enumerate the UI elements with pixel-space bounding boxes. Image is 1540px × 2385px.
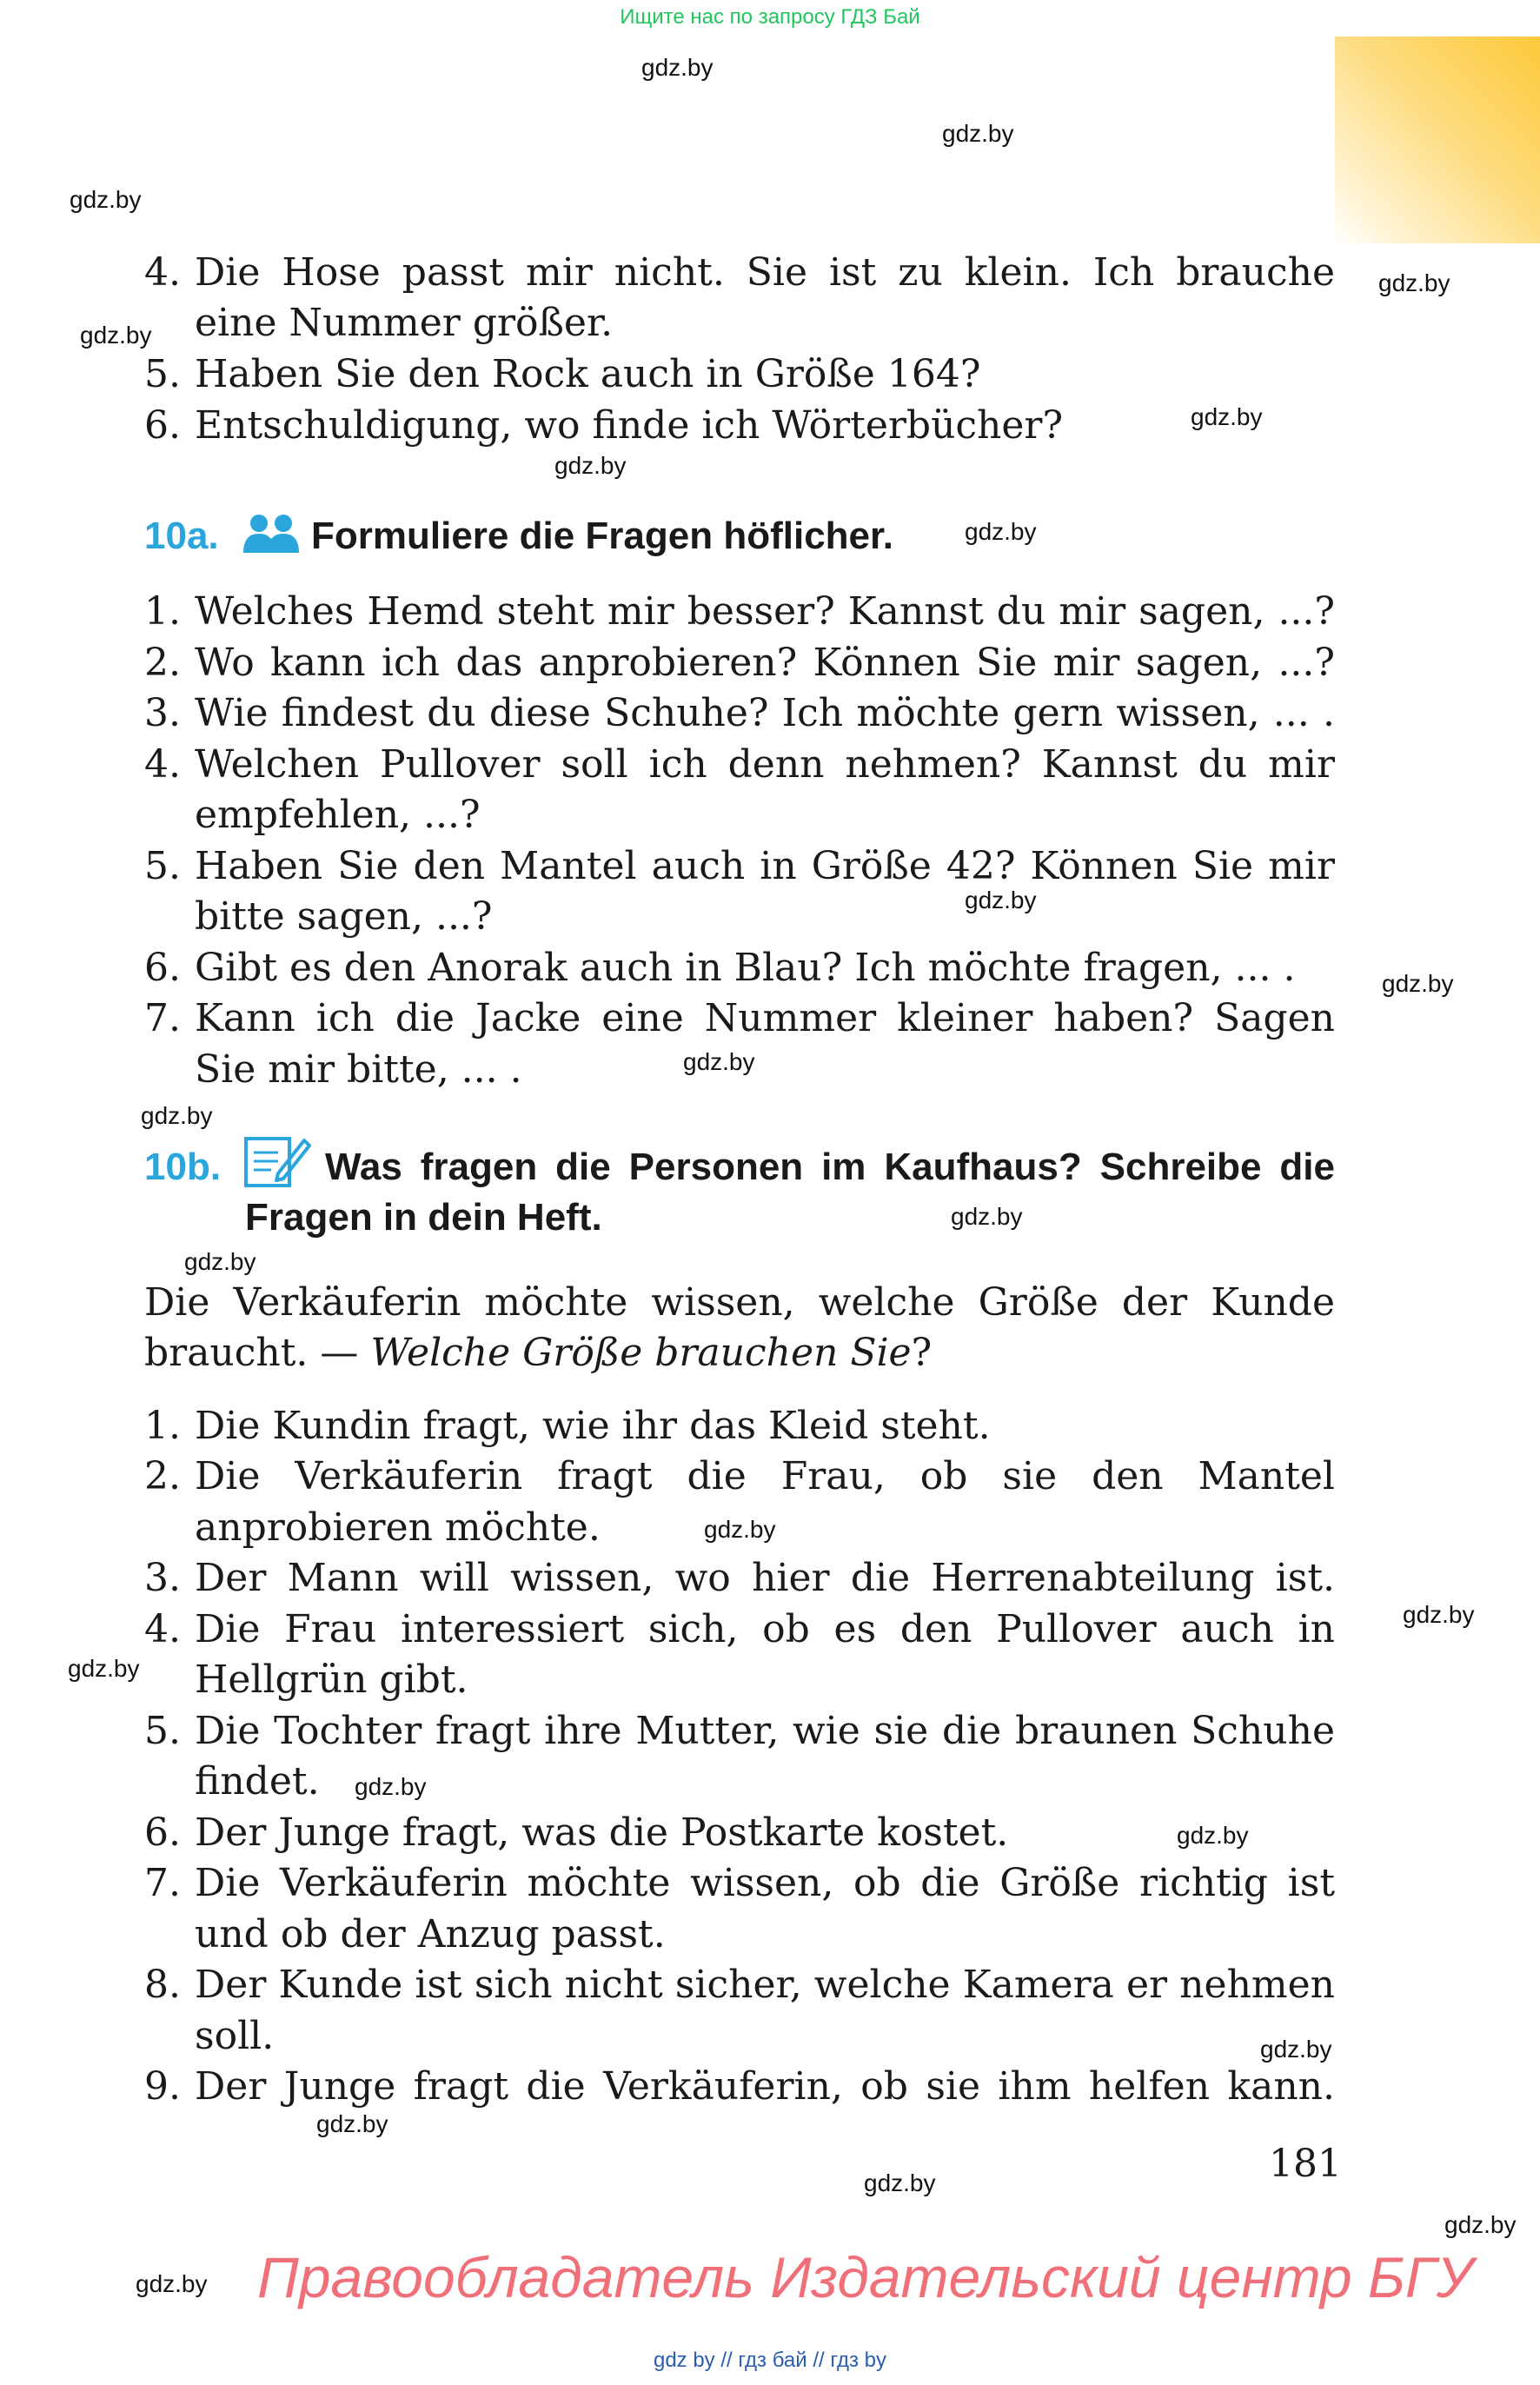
watermark: gdz.by <box>1444 2211 1517 2238</box>
list-item: 5. Haben Sie den Rock auch in Größe 164? <box>144 352 981 396</box>
watermark: gdz.by <box>1260 2036 1332 2063</box>
watermark: gdz.by <box>965 887 1037 913</box>
list-item: 1. Welches Hemd steht mir besser? Kannst du mir sagen, ...? <box>144 589 1335 634</box>
list-item: 4. Welchen Pullover soll ich denn nehmen? Kannst du mir <box>144 742 1335 787</box>
list-item: 6. Der Junge fragt, was die Postkarte kostet. <box>144 1810 1009 1855</box>
page-number: 181 <box>1269 2142 1342 2186</box>
watermark: gdz.by <box>641 54 714 81</box>
list-item: 8. Der Kunde ist sich nicht sicher, welche Kamera er nehmen <box>144 1963 1335 2007</box>
list-item-continuation: soll. <box>195 2014 275 2058</box>
watermark: gdz.by <box>951 1203 1023 1230</box>
list-item: 4. Die Hose passt mir nicht. Sie ist zu klein. Ich brauche <box>144 250 1335 295</box>
watermark: gdz.by <box>554 452 627 479</box>
list-item-continuation: eine Nummer größer. <box>195 301 614 345</box>
list-item: 6. Entschuldigung, wo finde ich Wörterbücher? <box>144 403 1064 448</box>
write-notebook-icon <box>243 1133 311 1189</box>
watermark: gdz.by <box>1378 269 1450 296</box>
list-item: 2. Wo kann ich das anprobieren? Können Sie mir sagen, ...? <box>144 641 1335 685</box>
watermark: gdz.by <box>136 2270 208 2297</box>
watermark: gdz.by <box>316 2110 388 2137</box>
footer-links[interactable]: gdz by // гдз бай // гдз by <box>653 2348 887 2372</box>
watermark: gdz.by <box>683 1048 755 1075</box>
watermark: gdz.by <box>1177 1822 1249 1849</box>
pair-work-icon <box>242 513 301 555</box>
list-item: 7. Kann ich die Jacke eine Nummer kleiner haben? Sagen <box>144 996 1335 1040</box>
watermark: gdz.by <box>184 1248 256 1275</box>
exercise-title: Was fragen die Personen im Kaufhaus? Schreibe die <box>325 1146 1335 1188</box>
exercise-number: 10b. <box>144 1146 222 1188</box>
list-item-continuation: bitte sagen, ...? <box>195 894 493 939</box>
list-item-continuation: Hellgrün gibt. <box>195 1658 468 1702</box>
list-item-continuation: empfehlen, ...? <box>195 793 481 837</box>
watermark: gdz.by <box>80 322 152 349</box>
list-item-continuation: findet. <box>195 1759 320 1804</box>
watermark: gdz.by <box>1382 970 1454 997</box>
list-item: 6. Gibt es den Anorak auch in Blau? Ich möchte fragen, ... . <box>144 946 1296 990</box>
corner-decoration <box>1335 37 1540 243</box>
list-item: 9. Der Junge fragt die Verkäuferin, ob sie ihm helfen kann. <box>144 2064 1335 2109</box>
watermark: gdz.by <box>864 2169 936 2196</box>
example-sentence: Die Verkäuferin möchte wissen, welche Größe der Kunde <box>144 1280 1335 1325</box>
watermark: gdz.by <box>942 120 1014 147</box>
list-item: 2. Die Verkäuferin fragt die Frau, ob sie den Mantel <box>144 1454 1335 1498</box>
top-banner[interactable]: Ищите нас по запросу ГДЗ Бай <box>620 5 920 29</box>
watermark: gdz.by <box>68 1655 140 1682</box>
watermark: gdz.by <box>1403 1601 1475 1628</box>
list-item-continuation: und ob der Anzug passt. <box>195 1912 666 1956</box>
watermark: gdz.by <box>355 1773 427 1800</box>
list-item: 5. Haben Sie den Mantel auch in Größe 42? Können Sie mir <box>144 844 1335 888</box>
list-item-continuation: anprobieren möchte. <box>195 1505 601 1550</box>
list-item: 7. Die Verkäuferin möchte wissen, ob die Größe richtig ist <box>144 1861 1335 1905</box>
list-item: 5. Die Tochter fragt ihre Mutter, wie sie die braunen Schuhe <box>144 1709 1335 1753</box>
exercise-title: Formuliere die Fragen höflicher. <box>311 515 893 557</box>
list-item: 3. Der Mann will wissen, wo hier die Herrenabteilung ist. <box>144 1556 1335 1600</box>
watermark: gdz.by <box>70 186 142 213</box>
example-answer: braucht. — Welche Größe brauchen Sie? <box>144 1331 933 1375</box>
list-item-continuation: Sie mir bitte, ... . <box>195 1047 522 1092</box>
watermark: gdz.by <box>704 1516 776 1543</box>
exercise-number: 10a. <box>144 515 219 557</box>
list-item: 1. Die Kundin fragt, wie ihr das Kleid steht. <box>144 1404 991 1448</box>
watermark: gdz.by <box>141 1102 213 1129</box>
watermark: gdz.by <box>1191 403 1263 430</box>
watermark: gdz.by <box>965 518 1037 545</box>
list-item: 3. Wie findest du diese Schuhe? Ich möchte gern wissen, ... . <box>144 691 1335 735</box>
list-item: 4. Die Frau interessiert sich, ob es den Pullover auch in <box>144 1607 1335 1651</box>
copyright-notice: Правообладатель Издательский центр БГУ <box>257 2245 1473 2309</box>
exercise-title-continuation: Fragen in dein Heft. <box>245 1196 602 1239</box>
